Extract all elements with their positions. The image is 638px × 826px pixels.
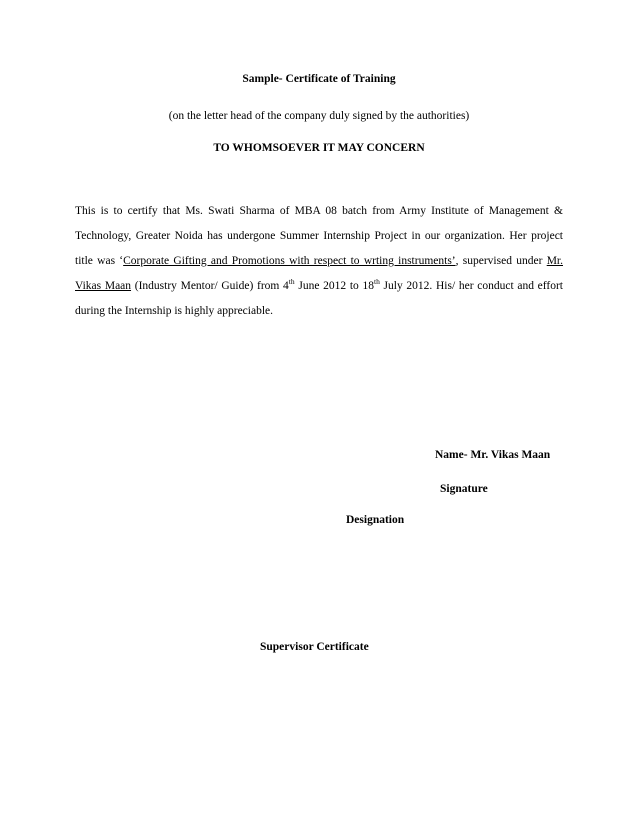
certificate-body — [75, 199, 563, 324]
mentor-name: Mr. Vikas Maan — [75, 255, 563, 292]
body-text-part2: , supervised under — [455, 255, 547, 267]
body-text-part1: This is to certify that Ms. Swati Sharma of MBA 08 batch from Army Institute of Management & Technology, Greater Noida has undergone Summer Internship Project in our organization. Her project title was ‘ — [75, 205, 563, 267]
body-text-part3: (Industry Mentor/ Guide) from 4 — [131, 280, 289, 292]
name-line: Name- Mr. Vikas Maan — [435, 449, 551, 461]
body-text-part5: July 2012. His/ her conduct and effort during the Internship is highly appreciable. — [75, 280, 563, 317]
start-date-suffix: th — [288, 277, 295, 287]
salutation: TO WHOMSOEVER IT MAY CONCERN — [213, 142, 425, 154]
document-title: Sample- Certificate of Training — [242, 73, 396, 85]
signature-label: Signature — [440, 483, 488, 495]
document-subtitle: (on the letter head of the company duly signed by the authorities) — [168, 110, 470, 122]
designation-label: Designation — [346, 514, 405, 526]
project-title: Corporate Gifting and Promotions with respect to wrting instruments’ — [123, 255, 456, 267]
body-text-part4: June 2012 to 18 — [294, 280, 374, 292]
end-date-suffix: th — [373, 277, 380, 287]
supervisor-certificate-heading: Supervisor Certificate — [260, 641, 369, 653]
